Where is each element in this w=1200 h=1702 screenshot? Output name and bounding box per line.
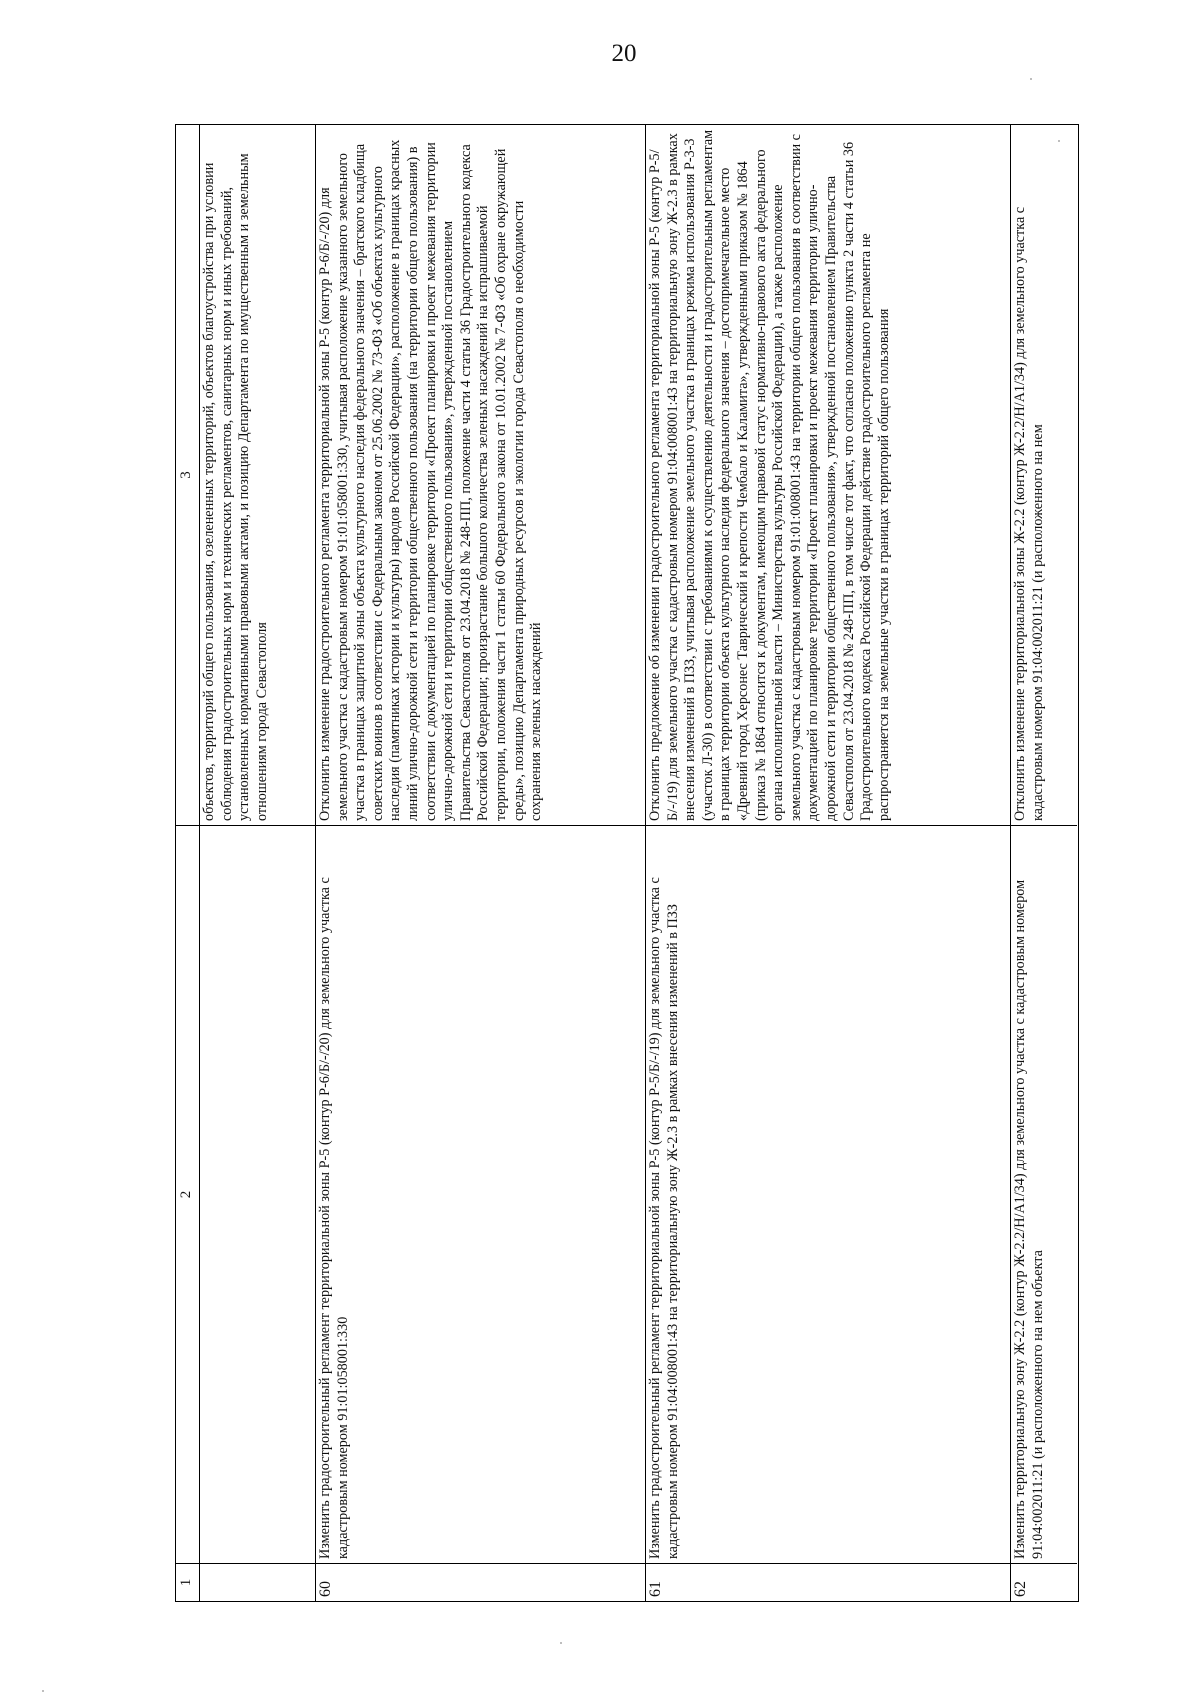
table-row <box>646 125 1011 1601</box>
table-row <box>1011 125 1077 1601</box>
page-number: 20 <box>611 40 637 67</box>
header-col-1: 1 <box>176 1563 199 1601</box>
scan-speck <box>42 1690 44 1692</box>
header-col-3: 3 <box>178 471 194 479</box>
decisions-table <box>175 124 1079 1602</box>
row-number <box>200 1563 315 1601</box>
scan-speck <box>560 1642 562 1644</box>
row-number: 62 <box>1011 1563 1077 1601</box>
scan-speck <box>1058 140 1060 142</box>
header-col-2: 2 <box>176 825 199 1563</box>
table-row <box>200 125 316 1601</box>
decision-text: Отклонить предложение об изменении градостроительного регламента территориальной зоны Р-5 (контур Р-5/Б/-/19) для земельного участка с кадастровым номером 91:04:008001:43 на территориальную зону Ж-2.3 в рамках внесения изменений в ПЗЗ, учитывая расположение земельного участка в границах режима использования Р-3-3 (участок Л-30) в соответствии с требованиями к осуществлению деятельности и градостроительным регламентам в границах территории объекта культурного наследия федерального значения – достопримечательное место «Древний город Херсонес Таврический и крепости Чембало и Каламита», утвержденными приказом № 1864 (приказ № 1864 относится к документам, имеющим правовой статус нормативно-правового акта федерального органа исполнительной власти – Министерства культуры Российской Федерации), а также расположение земельного участка с кадастровым номером 91:01:008001:43 на территории общего пользования в соответствии с документацией по планировке территории «Проект планировки и проект межевания территории улично-дорожной сети и территории общественного пользования», утвержденной постановлением Правительства Севастополя от 23.04.2018 № 248-ПП, в том числе тот факт, что согласно положению пункта 2 части 4 статьи 36 Градостроительного кодекса Российской Федерации действие градостроительного регламента не распространяется на земельные участки в границах территорий общего пользования <box>647 129 892 821</box>
decision-text: Отклонить изменение территориальной зоны Ж-2.2 (контур Ж-2.2/Н/А1/34) для земельного участка с кадастровым номером 91:04:002011:21 (и расположенного на нем <box>1012 206 1046 821</box>
decision-text: Отклонить изменение градостроительного регламента территориальной зоны Р-5 (контур Р-6/Б/-/20) для земельного участка с кадастровым номером 91:01:058001:330, учитывая расположение указанного земельного участка в границах защитной зоны объекта культурного наследия федерального значения – братского кладбища советских воинов в соответствии с Федеральным законом от 25.06.2002 № 73-ФЗ «Об объектах культурного наследия (памятниках истории и культуры) народов Российской Федерации», расположение в границах красных линий улично-дорожной сети и территории общественного пользования (на территории общего пользования) в соответствии с документацией по планировке территории «Проект планировки и проект межевания территории улично-дорожной сети и территории общественного пользования», утвержденной постановлением Правительства Севастополя от 23.04.2018 № 248-ПП, положение части 4 статьи 36 Градостроительного кодекса Российской Федерации; произрастание большого количества зеленых насаждений на испрашиваемой территории, положения части 1 статьи 60 Федерального закона от 10.01.2002 № 7-ФЗ «Об охране окружающей среды», позицию Департамента природных ресурсов и экологии города Севастополя о необходимости сохранения зеленых насаждений <box>317 139 545 821</box>
row-number: 61 <box>646 1563 1010 1601</box>
proposal-text <box>200 825 315 1563</box>
proposal-text: Изменить градостроительный регламент территориальной зоны Р-5 (контур Р-5/Б/-/19) для земельного участка с кадастровым номером 91:04:008001:43 на территориальную зону Ж-2.3 в рамках внесения изменений в ПЗЗ <box>646 825 1010 1563</box>
table-header-row <box>176 125 200 1601</box>
row-number: 60 <box>316 1563 645 1601</box>
decision-text: объектов, территорий общего пользования, озелененных территорий, объектов благоустройства при условии соблюдения градостроительных норм и технических регламентов, санитарных норм и иных требований, установленных нормативными правовыми актами, и позицию Департамента по имущественным и земельным отношениям города Севастополя <box>201 153 270 821</box>
scan-speck <box>1030 78 1032 80</box>
proposal-text: Изменить градостроительный регламент территориальной зоны Р-5 (контур Р-6/Б/-/20) для земельного участка с кадастровым номером 91:01:058001:330 <box>316 825 645 1563</box>
proposal-text: Изменить территориальную зону Ж-2.2 (контур Ж-2.2/Н/А1/34) для земельного участка с кадастровым номером 91:04:002011:21 (и расположенного на нем объекта <box>1011 825 1077 1563</box>
table-row <box>316 125 646 1601</box>
